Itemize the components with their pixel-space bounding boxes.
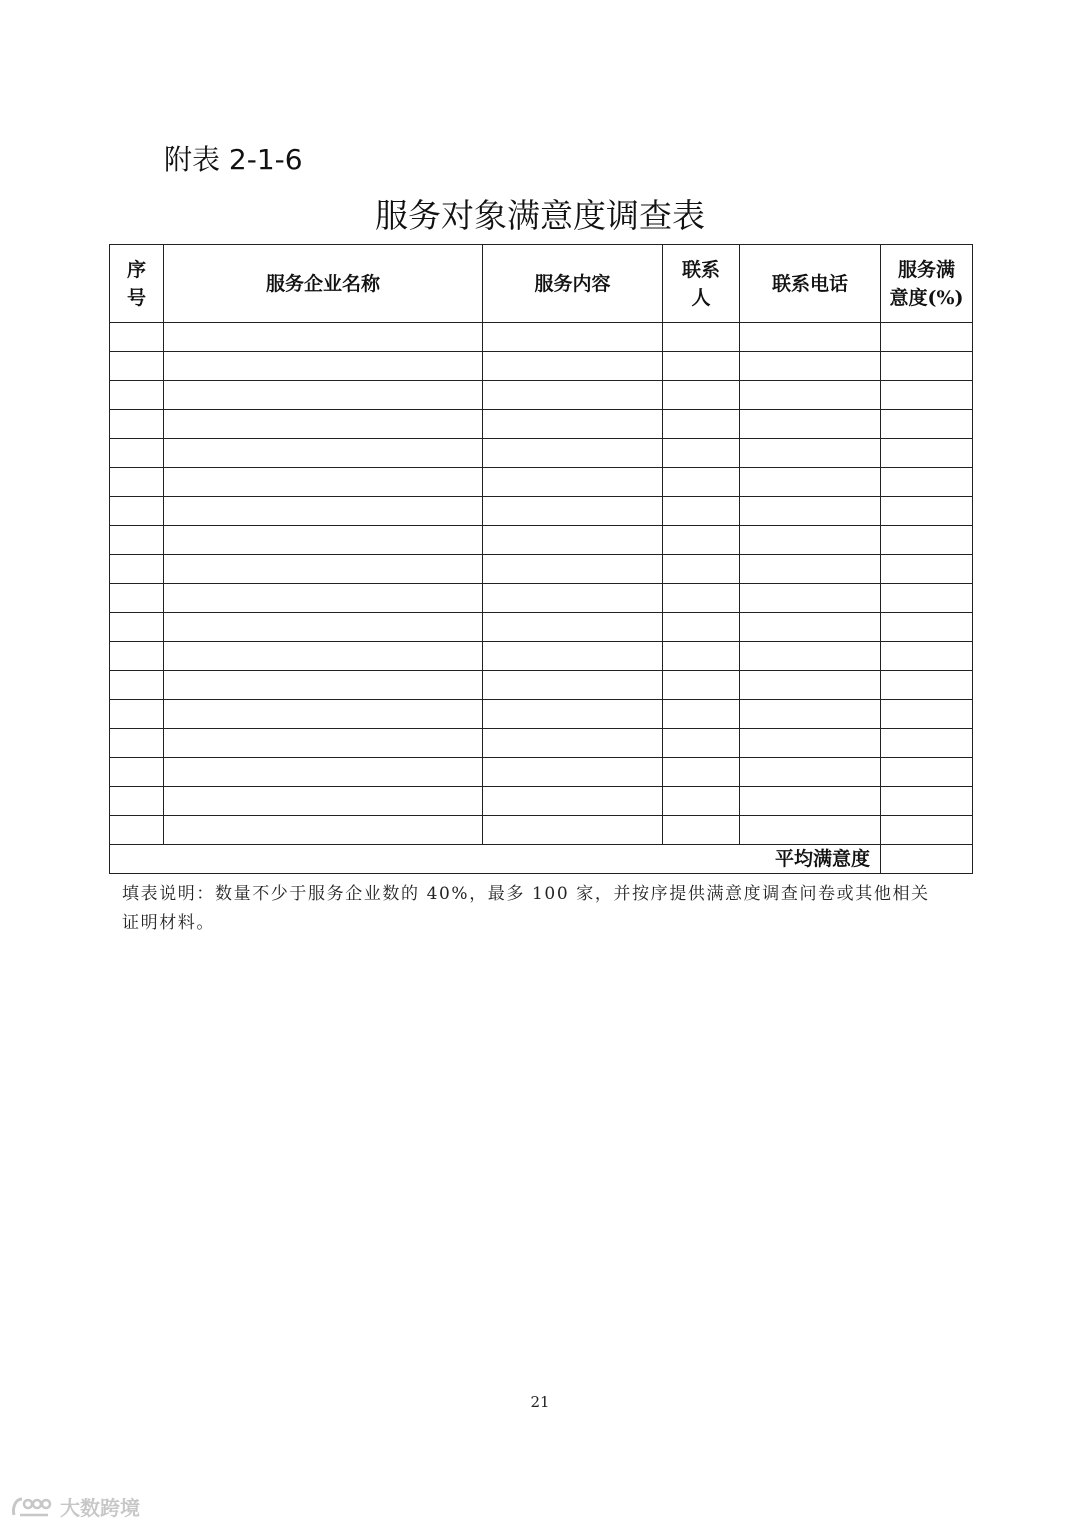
cell-contact-person[interactable] xyxy=(663,729,740,758)
table-row xyxy=(110,700,973,729)
header-contact-line2: 人 xyxy=(691,286,711,309)
cell-satisfaction[interactable] xyxy=(881,526,973,555)
cell-service-content[interactable] xyxy=(483,323,663,352)
cell-index[interactable] xyxy=(110,787,164,816)
cell-phone[interactable] xyxy=(740,526,881,555)
cell-service-content[interactable] xyxy=(483,526,663,555)
cell-index[interactable] xyxy=(110,352,164,381)
cell-company-name[interactable] xyxy=(164,613,483,642)
cell-phone[interactable] xyxy=(740,584,881,613)
cell-company-name[interactable] xyxy=(164,729,483,758)
cell-phone[interactable] xyxy=(740,410,881,439)
cell-satisfaction[interactable] xyxy=(881,584,973,613)
cell-company-name[interactable] xyxy=(164,439,483,468)
cell-service-content[interactable] xyxy=(483,555,663,584)
cell-index[interactable] xyxy=(110,700,164,729)
cell-phone[interactable] xyxy=(740,381,881,410)
brand-logo-icon xyxy=(10,1495,54,1519)
cell-company-name[interactable] xyxy=(164,787,483,816)
cell-service-content[interactable] xyxy=(483,584,663,613)
fill-instructions xyxy=(122,880,962,938)
cell-index[interactable] xyxy=(110,323,164,352)
table-row xyxy=(110,642,973,671)
cell-company-name[interactable] xyxy=(164,816,483,845)
table-row xyxy=(110,468,973,497)
page-number: 21 xyxy=(530,1393,550,1411)
table-body xyxy=(110,323,973,845)
cell-contact-person[interactable] xyxy=(663,410,740,439)
header-contact-person xyxy=(663,245,740,323)
cell-service-content[interactable] xyxy=(483,613,663,642)
cell-service-content[interactable] xyxy=(483,758,663,787)
fill-instructions-line1: 填表说明：数量不少于服务企业数的 40%，最多 100 家，并按序提供满意度调查问卷或其他相关 xyxy=(122,884,930,904)
header-company-name: 服务企业名称 xyxy=(164,245,483,323)
table-row xyxy=(110,555,973,584)
survey-table xyxy=(109,244,973,874)
cell-phone[interactable] xyxy=(740,555,881,584)
cell-contact-person[interactable] xyxy=(663,700,740,729)
header-satisfaction-line1: 服务满 xyxy=(897,258,955,281)
cell-company-name[interactable] xyxy=(164,497,483,526)
table-row xyxy=(110,729,973,758)
cell-contact-person[interactable] xyxy=(663,816,740,845)
cell-contact-person[interactable] xyxy=(663,671,740,700)
cell-company-name[interactable] xyxy=(164,642,483,671)
cell-contact-person[interactable] xyxy=(663,526,740,555)
cell-contact-person[interactable] xyxy=(663,468,740,497)
cell-contact-person[interactable] xyxy=(663,555,740,584)
cell-contact-person[interactable] xyxy=(663,642,740,671)
cell-service-content[interactable] xyxy=(483,642,663,671)
cell-company-name[interactable] xyxy=(164,671,483,700)
page-title: 服务对象满意度调查表 xyxy=(375,196,705,235)
cell-service-content[interactable] xyxy=(483,787,663,816)
cell-index[interactable] xyxy=(110,816,164,845)
cell-contact-person[interactable] xyxy=(663,439,740,468)
cell-satisfaction[interactable] xyxy=(881,381,973,410)
cell-phone[interactable] xyxy=(740,642,881,671)
cell-company-name[interactable] xyxy=(164,468,483,497)
cell-contact-person[interactable] xyxy=(663,381,740,410)
cell-index[interactable] xyxy=(110,410,164,439)
cell-service-content[interactable] xyxy=(483,381,663,410)
average-satisfaction-label: 平均满意度 xyxy=(110,845,881,874)
table-row xyxy=(110,323,973,352)
header-phone: 联系电话 xyxy=(740,245,881,323)
cell-index[interactable] xyxy=(110,526,164,555)
cell-satisfaction[interactable] xyxy=(881,352,973,381)
cell-company-name[interactable] xyxy=(164,323,483,352)
cell-satisfaction[interactable] xyxy=(881,468,973,497)
cell-company-name[interactable] xyxy=(164,555,483,584)
average-satisfaction-cell[interactable] xyxy=(881,845,973,874)
cell-contact-person[interactable] xyxy=(663,352,740,381)
cell-company-name[interactable] xyxy=(164,700,483,729)
cell-satisfaction[interactable] xyxy=(881,642,973,671)
fill-instructions-line2: 证明材料。 xyxy=(122,913,215,933)
annex-label: 附表 2-1-6 xyxy=(164,143,303,176)
cell-satisfaction[interactable] xyxy=(881,729,973,758)
header-index-line1: 序 xyxy=(126,258,146,281)
table-row xyxy=(110,816,973,845)
cell-company-name[interactable] xyxy=(164,584,483,613)
cell-phone[interactable] xyxy=(740,323,881,352)
table-row xyxy=(110,584,973,613)
cell-contact-person[interactable] xyxy=(663,613,740,642)
header-index-line2: 号 xyxy=(126,286,146,309)
cell-index[interactable] xyxy=(110,497,164,526)
cell-contact-person[interactable] xyxy=(663,497,740,526)
cell-phone[interactable] xyxy=(740,439,881,468)
table-row xyxy=(110,410,973,439)
cell-company-name[interactable] xyxy=(164,381,483,410)
cell-service-content[interactable] xyxy=(483,468,663,497)
cell-satisfaction[interactable] xyxy=(881,323,973,352)
cell-satisfaction[interactable] xyxy=(881,758,973,787)
table-row xyxy=(110,613,973,642)
cell-company-name[interactable] xyxy=(164,352,483,381)
table-row xyxy=(110,497,973,526)
cell-service-content[interactable] xyxy=(483,729,663,758)
header-index xyxy=(110,245,164,323)
cell-phone[interactable] xyxy=(740,352,881,381)
cell-index[interactable] xyxy=(110,555,164,584)
cell-service-content[interactable] xyxy=(483,700,663,729)
cell-satisfaction[interactable] xyxy=(881,671,973,700)
cell-satisfaction[interactable] xyxy=(881,497,973,526)
header-satisfaction-line2: 意度(%) xyxy=(889,286,964,309)
cell-satisfaction[interactable] xyxy=(881,816,973,845)
cell-index[interactable] xyxy=(110,613,164,642)
cell-index[interactable] xyxy=(110,729,164,758)
cell-satisfaction[interactable] xyxy=(881,439,973,468)
cell-service-content[interactable] xyxy=(483,410,663,439)
table-row xyxy=(110,671,973,700)
cell-index[interactable] xyxy=(110,439,164,468)
cell-index[interactable] xyxy=(110,584,164,613)
cell-phone[interactable] xyxy=(740,758,881,787)
table-row xyxy=(110,439,973,468)
cell-contact-person[interactable] xyxy=(663,787,740,816)
cell-service-content[interactable] xyxy=(483,816,663,845)
cell-phone[interactable] xyxy=(740,671,881,700)
cell-satisfaction[interactable] xyxy=(881,787,973,816)
cell-company-name[interactable] xyxy=(164,758,483,787)
cell-index[interactable] xyxy=(110,758,164,787)
header-contact-line1: 联系 xyxy=(681,258,720,281)
cell-company-name[interactable] xyxy=(164,526,483,555)
cell-contact-person[interactable] xyxy=(663,323,740,352)
cell-index[interactable] xyxy=(110,671,164,700)
cell-satisfaction[interactable] xyxy=(881,700,973,729)
cell-service-content[interactable] xyxy=(483,671,663,700)
cell-satisfaction[interactable] xyxy=(881,555,973,584)
watermark xyxy=(10,1492,140,1521)
average-row xyxy=(110,845,973,874)
cell-satisfaction[interactable] xyxy=(881,410,973,439)
cell-service-content[interactable] xyxy=(483,352,663,381)
cell-contact-person[interactable] xyxy=(663,584,740,613)
header-satisfaction xyxy=(881,245,973,323)
table-row xyxy=(110,787,973,816)
cell-phone[interactable] xyxy=(740,700,881,729)
cell-contact-person[interactable] xyxy=(663,758,740,787)
cell-phone[interactable] xyxy=(740,468,881,497)
cell-phone[interactable] xyxy=(740,613,881,642)
cell-phone[interactable] xyxy=(740,816,881,845)
table-row xyxy=(110,381,973,410)
cell-phone[interactable] xyxy=(740,729,881,758)
cell-index[interactable] xyxy=(110,642,164,671)
cell-index[interactable] xyxy=(110,381,164,410)
table-header-row xyxy=(110,245,973,323)
header-service-content: 服务内容 xyxy=(483,245,663,323)
watermark-text: 大数跨境 xyxy=(60,1496,140,1520)
table-row xyxy=(110,758,973,787)
table-row xyxy=(110,352,973,381)
cell-index[interactable] xyxy=(110,468,164,497)
cell-company-name[interactable] xyxy=(164,410,483,439)
cell-phone[interactable] xyxy=(740,787,881,816)
table-row xyxy=(110,526,973,555)
cell-phone[interactable] xyxy=(740,497,881,526)
cell-service-content[interactable] xyxy=(483,439,663,468)
cell-service-content[interactable] xyxy=(483,497,663,526)
cell-satisfaction[interactable] xyxy=(881,613,973,642)
